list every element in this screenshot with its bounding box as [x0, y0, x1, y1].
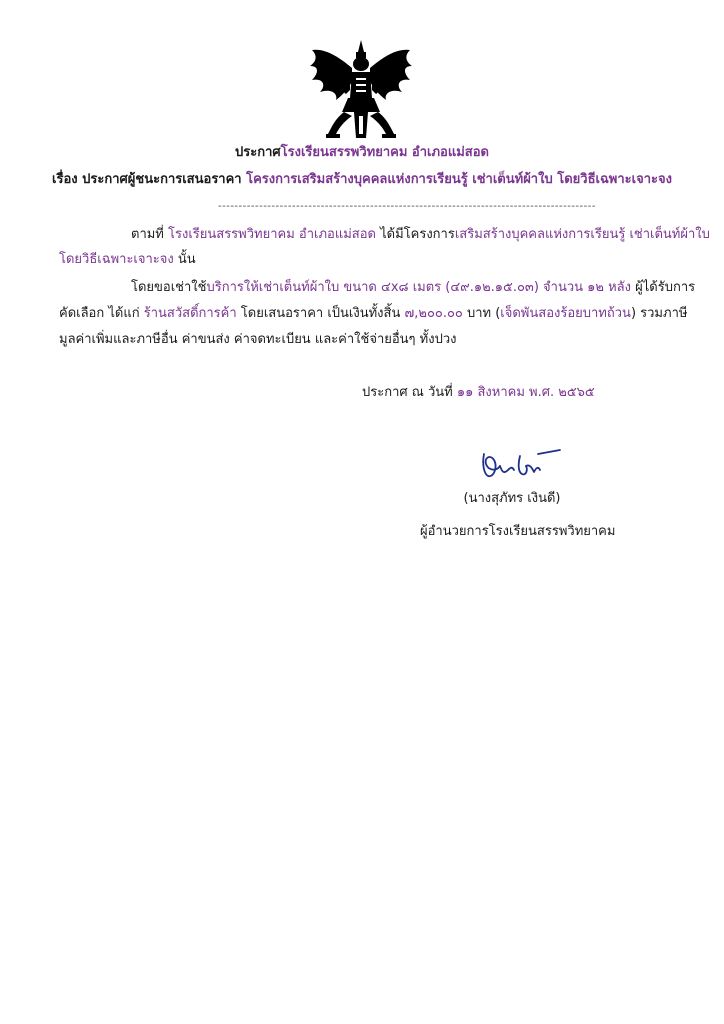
announcement-subject: [0, 171, 724, 189]
p1-end: นั้น: [173, 252, 196, 267]
p2-end: ผู้ได้รับการ: [630, 280, 696, 295]
announcement-title: [0, 144, 724, 162]
paragraph-2-line-2: [59, 305, 687, 323]
p1-method: โดยวิธีเฉพาะเจาะจง: [59, 252, 174, 267]
paragraph-2-line-3: มูลค่าเพิ่มและภาษีอื่น ค่าขนส่ง ค่าจดทะเบียน และค่าใช้จ่ายอื่นๆ ทั้งปวง: [59, 332, 457, 347]
p2-selection-lead: คัดเลือก ได้แก่: [59, 306, 144, 321]
subject-prefix: เรื่อง ประกาศผู้ชนะการเสนอราคา: [52, 172, 247, 187]
separator-line: --------------------------------------------------------------------------------------------: [218, 201, 596, 212]
p1-project: เสริมสร้างบุคคลแห่งการเรียนรู้ เช่าเต็นท์ผ้าใบ: [454, 227, 710, 242]
date-value: ๑๑ สิงหาคม พ.ศ. ๒๕๖๕: [456, 385, 595, 400]
p1-mid: ได้มีโครงการ: [375, 227, 455, 242]
paragraph-1-line-1: [131, 226, 710, 244]
p2-lead: โดยขอเช่าใช้: [131, 280, 207, 295]
announcement-date: [362, 384, 595, 402]
p2-price-lead: โดยเสนอราคา เป็นเงินทั้งสิ้น: [236, 306, 405, 321]
p2-currency: บาท (: [462, 306, 501, 321]
project-name: โครงการเสริมสร้างบุคคลแห่งการเรียนรู้ เช่าเต็นท์ผ้าใบ โดยวิธีเฉพาะเจาะจง: [246, 172, 672, 187]
paragraph-2-line-1: [131, 279, 695, 297]
paragraph-1-line-2: [59, 251, 196, 269]
p2-tax: ) รวมภาษี: [630, 306, 688, 321]
vendor-name: ร้านสวัสดิ์การค้า: [143, 306, 237, 321]
signature-icon: [478, 446, 564, 486]
price-amount-words: เจ็ดพันสองร้อยบาทถ้วน: [500, 306, 631, 321]
p2-service: บริการให้เช่าเต็นท์ผ้าใบ ขนาด ๔x๘ เมตร (๔๙.๑๒.๑๕.๐๓) จำนวน ๑๒ หลัง: [206, 280, 631, 295]
signatory-name: (นางสุภัทร เงินดี): [463, 491, 561, 506]
title-prefix: ประกาศ: [235, 145, 281, 160]
p1-school: โรงเรียนสรรพวิทยาคม อำเภอแม่สอด: [168, 227, 376, 242]
price-amount: ๗,๒๐๐.๐๐: [404, 306, 463, 321]
p1-lead: ตามที่: [131, 227, 169, 242]
date-lead: ประกาศ ณ วันที่: [362, 385, 457, 400]
school-name: โรงเรียนสรรพวิทยาคม อำเภอแม่สอด: [280, 145, 489, 160]
garuda-emblem-icon: [302, 38, 420, 142]
signatory-position: ผู้อำนวยการโรงเรียนสรรพวิทยาคม: [420, 524, 616, 539]
